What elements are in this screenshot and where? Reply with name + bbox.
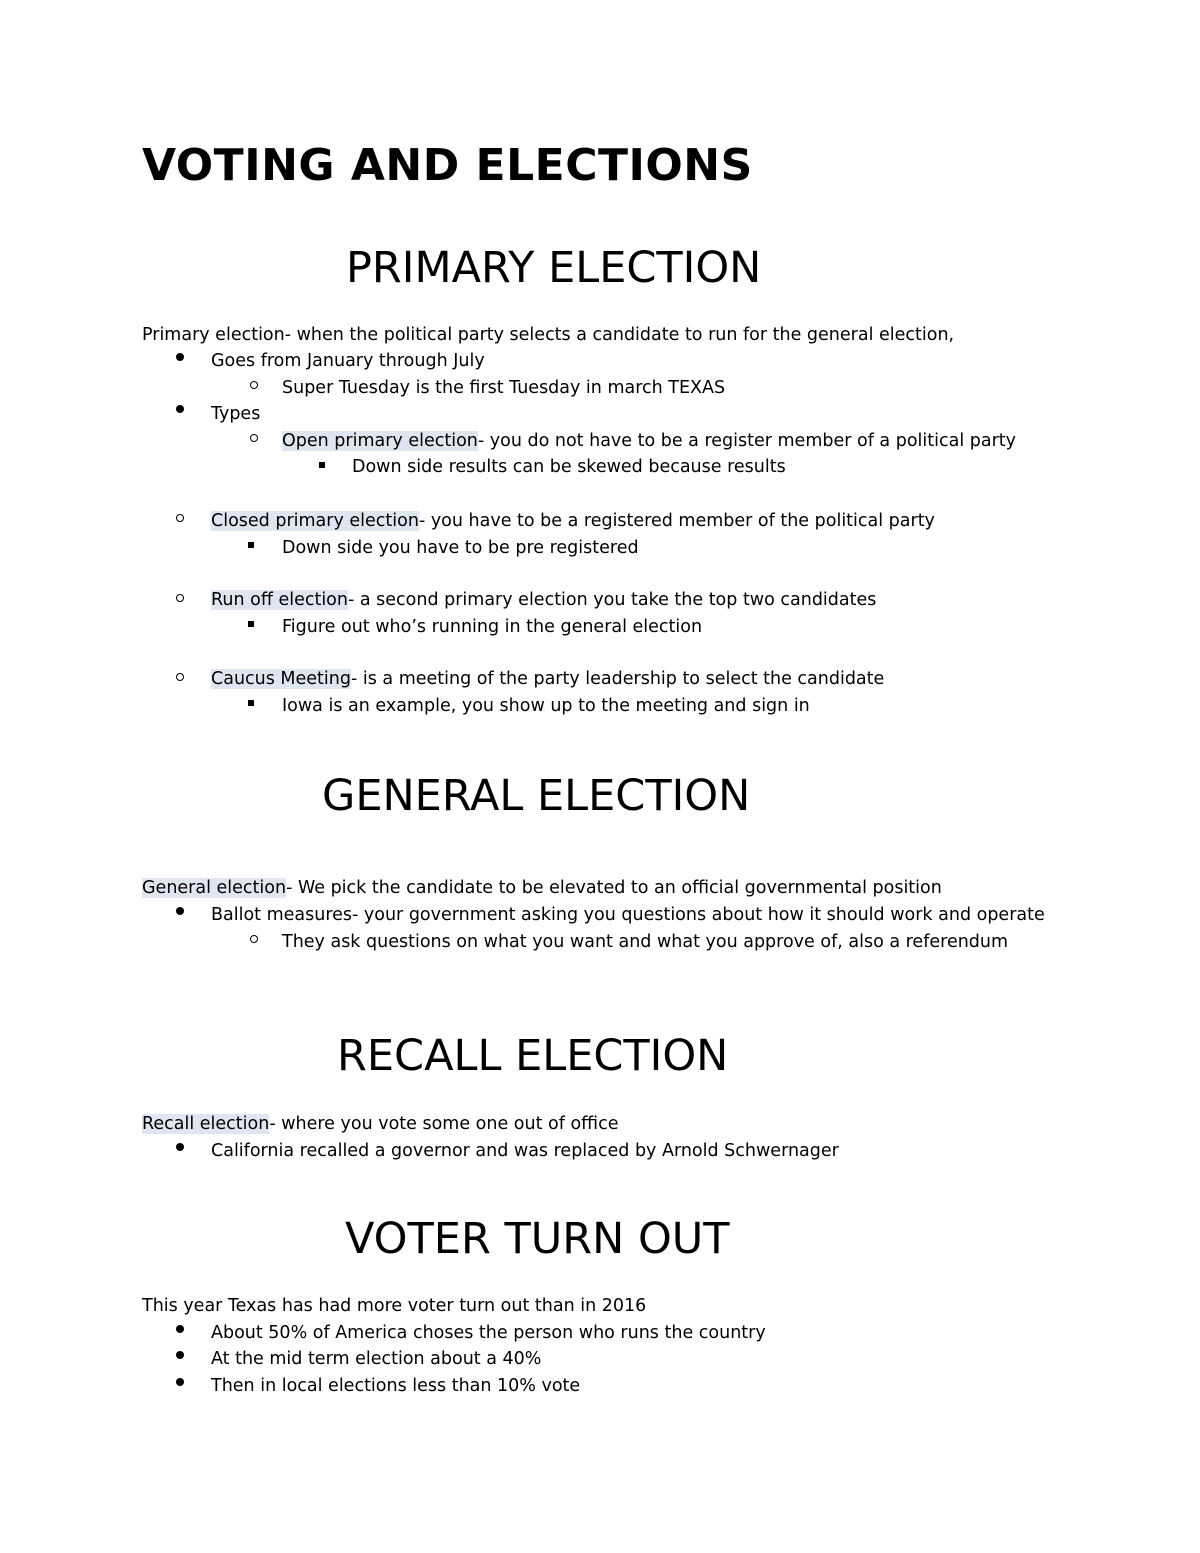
circle-bullet-icon — [176, 673, 184, 681]
circle-bullet-icon — [250, 935, 258, 943]
recall-example-item: California recalled a governor and was replaced by Arnold Schwernager — [211, 1141, 839, 1161]
circle-bullet-icon — [250, 381, 258, 389]
closed-primary-item — [211, 508, 935, 534]
bullet-icon — [176, 1378, 184, 1386]
runoff-election-note: Figure out who’s running in the general election — [282, 617, 703, 637]
bullet-icon — [176, 405, 184, 413]
bullet-icon — [176, 907, 184, 915]
super-tuesday-item: Super Tuesday is the first Tuesday in march TEXAS — [282, 378, 726, 398]
caucus-meeting-term: Caucus Meeting — [211, 669, 351, 689]
square-bullet-icon — [319, 462, 325, 468]
general-election-definition: - We pick the candidate to be elevated to an official governmental position — [286, 878, 942, 898]
runoff-election-term: Run off election — [211, 590, 348, 610]
primary-election-heading: PRIMARY ELECTION — [346, 243, 762, 293]
open-primary-item — [282, 428, 1016, 454]
runoff-election-item — [211, 587, 876, 613]
turnout-item: At the mid term election about a 40% — [211, 1349, 542, 1369]
circle-bullet-icon — [176, 514, 184, 522]
open-primary-definition: - you do not have to be a register member of a political party — [477, 431, 1016, 451]
turnout-item: Then in local elections less than 10% vote — [211, 1376, 581, 1396]
document-title: VOTING AND ELECTIONS — [142, 140, 753, 191]
ballot-measures-note: They ask questions on what you want and what you approve of, also a referendum — [282, 932, 1009, 952]
general-election-heading: GENERAL ELECTION — [322, 771, 751, 821]
square-bullet-icon — [248, 621, 254, 627]
types-item: Types — [211, 404, 261, 424]
voter-turnout-intro: This year Texas has had more voter turn out than in 2016 — [142, 1296, 647, 1316]
circle-bullet-icon — [250, 434, 258, 442]
recall-election-definition: - where you vote some one out of office — [269, 1114, 619, 1134]
recall-election-intro — [142, 1111, 618, 1137]
caucus-meeting-example: Iowa is an example, you show up to the meeting and sign in — [282, 696, 810, 716]
runoff-election-definition: - a second primary election you take the top two candidates — [347, 590, 877, 610]
bullet-icon — [176, 1143, 184, 1151]
caucus-meeting-definition: - is a meeting of the party leadership to select the candidate — [350, 669, 885, 689]
voter-turnout-heading: VOTER TURN OUT — [345, 1214, 730, 1264]
primary-goes-item: Goes from January through July — [211, 351, 485, 371]
primary-intro: Primary election- when the political party selects a candidate to run for the general election, — [142, 325, 955, 345]
open-primary-term: Open primary election — [282, 431, 478, 451]
open-primary-downside: Down side results can be skewed because results — [352, 457, 786, 477]
bullet-icon — [176, 353, 184, 361]
bullet-icon — [176, 1325, 184, 1333]
bullet-icon — [176, 1351, 184, 1359]
square-bullet-icon — [248, 700, 254, 706]
closed-primary-definition: - you have to be a registered member of the political party — [418, 511, 935, 531]
square-bullet-icon — [248, 542, 254, 548]
general-election-intro — [142, 875, 942, 901]
closed-primary-downside: Down side you have to be pre registered — [282, 538, 639, 558]
general-election-term: General election — [142, 878, 287, 898]
closed-primary-term: Closed primary election — [211, 511, 419, 531]
circle-bullet-icon — [176, 594, 184, 602]
turnout-item: About 50% of America choses the person who runs the country — [211, 1323, 766, 1343]
ballot-measures-item: Ballot measures- your government asking you questions about how it should work and operate — [211, 905, 1045, 925]
recall-election-term: Recall election — [142, 1114, 270, 1134]
caucus-meeting-item — [211, 666, 884, 692]
recall-election-heading: RECALL ELECTION — [337, 1031, 729, 1081]
